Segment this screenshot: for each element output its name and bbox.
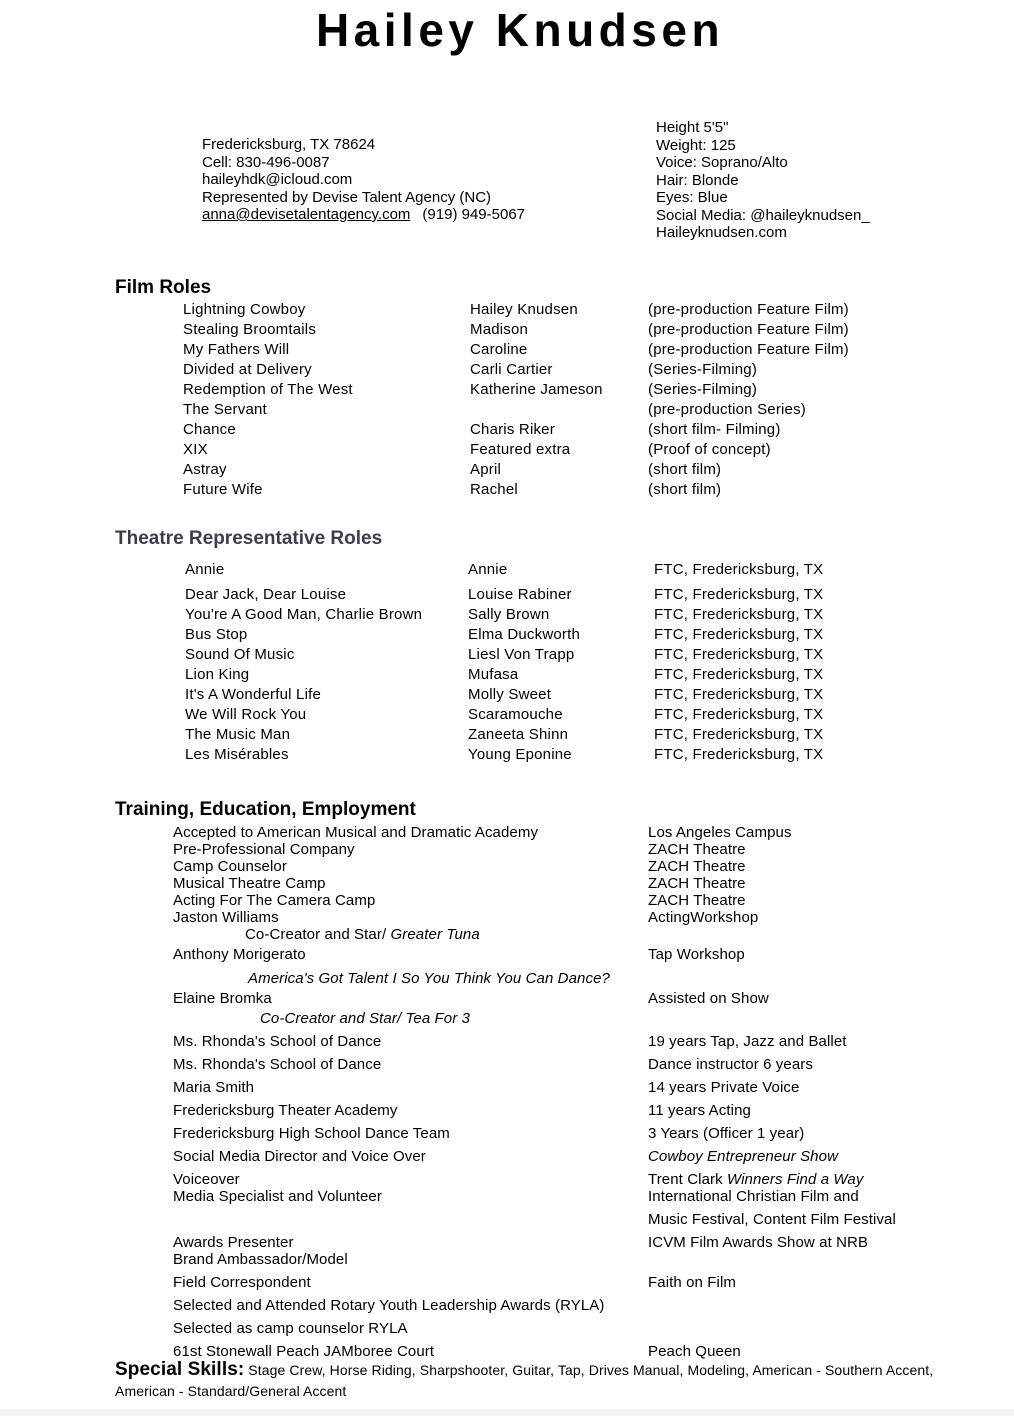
training-item: Maria Smith	[173, 1079, 255, 1096]
special-skills	[115, 1359, 947, 1402]
training-row	[0, 946, 1014, 963]
production-note: (short film- Filming)	[648, 421, 781, 438]
production-note: (pre-production Feature Film)	[648, 341, 849, 358]
role-name: Rachel	[470, 481, 518, 498]
training-item: Selected and Attended Rotary Youth Leadership Awards (RYLA)	[173, 1297, 605, 1314]
production-title: The Music Man	[185, 726, 291, 743]
role-name: Charis Riker	[470, 421, 555, 438]
training-detail: 14 years Private Voice	[648, 1079, 800, 1096]
role-name: Katherine Jameson	[470, 381, 603, 398]
contact-block-left	[202, 136, 525, 224]
training-row	[0, 858, 1014, 875]
production-note: (short film)	[648, 461, 722, 478]
table-row	[0, 441, 1014, 461]
production-title: Astray	[183, 461, 227, 478]
table-row	[0, 301, 1014, 321]
table-row	[0, 361, 1014, 381]
stat-weight: Weight: 125	[656, 136, 736, 154]
table-row	[0, 481, 1014, 501]
role-name: Annie	[468, 561, 508, 578]
training-item: Co-Creator and Star/ Tea For 3	[260, 1010, 471, 1027]
training-detail: Tap Workshop	[648, 946, 745, 963]
training-item: Social Media Director and Voice Over	[173, 1148, 426, 1165]
training-row	[0, 970, 1014, 987]
training-detail: ZACH Theatre	[648, 875, 746, 892]
training-row	[0, 1056, 1014, 1073]
contact-agency: Represented by Devise Talent Agency (NC)	[202, 188, 492, 206]
contact-address: Fredericksburg, TX 78624	[202, 136, 376, 153]
production-title: My Fathers Will	[183, 341, 290, 358]
role-name: Caroline	[470, 341, 528, 358]
production-title: You're A Good Man, Charlie Brown	[185, 606, 423, 623]
special-skills-text: Stage Crew, Horse Riding, Sharpshooter, Guitar, Tap, Drives Manual, Modeling, American - Southern Accent, American - Standard/General Accent	[115, 1362, 934, 1399]
role-name: Madison	[470, 321, 529, 338]
training-detail: ActingWorkshop	[648, 909, 759, 926]
table-row	[0, 461, 1014, 481]
training-detail: ZACH Theatre	[648, 858, 746, 875]
production-note: FTC, Fredericksburg, TX	[654, 646, 824, 663]
training-row	[0, 990, 1014, 1007]
film-roles-table	[0, 301, 1014, 501]
training-row	[0, 1274, 1014, 1291]
contact-email: haileyhdk@icloud.com	[202, 171, 353, 188]
training-row	[0, 892, 1014, 909]
stat-eyes: Eyes: Blue	[656, 189, 728, 206]
training-row	[0, 1211, 1014, 1228]
table-row	[0, 706, 1014, 726]
table-row	[0, 646, 1014, 666]
training-item: Selected as camp counselor RYLA	[173, 1320, 408, 1337]
training-item: Awards Presenter	[173, 1234, 294, 1251]
stat-hair: Hair: Blonde	[656, 171, 739, 189]
production-title: Les Misérables	[185, 746, 289, 763]
role-name: Sally Brown	[468, 606, 550, 623]
agent-phone: (919) 949-5067	[422, 206, 525, 223]
contact-agent-line	[202, 206, 525, 224]
table-row	[0, 421, 1014, 441]
role-name: Molly Sweet	[468, 686, 552, 703]
training-item: Fredericksburg High School Dance Team	[173, 1125, 450, 1142]
agent-email-link[interactable]: anna@devisetalentagency.com	[202, 206, 411, 223]
training-row	[0, 875, 1014, 892]
training-row	[0, 1297, 1014, 1314]
role-name: Mufasa	[468, 666, 519, 683]
production-note: FTC, Fredericksburg, TX	[654, 586, 824, 603]
training-item: Voiceover	[173, 1171, 240, 1188]
training-detail: ZACH Theatre	[648, 841, 746, 858]
training-row	[0, 824, 1014, 841]
production-note: FTC, Fredericksburg, TX	[654, 561, 824, 578]
training-item: Accepted to American Musical and Dramatic Academy	[173, 824, 539, 841]
page-title: Hailey Knudsen	[315, 4, 725, 56]
training-detail: Dance instructor 6 years	[648, 1056, 813, 1073]
role-name: Liesl Von Trapp	[468, 646, 575, 663]
production-note: (Proof of concept)	[648, 441, 771, 458]
table-row	[0, 626, 1014, 646]
training-row	[0, 909, 1014, 926]
training-item: 61st Stonewall Peach JAMboree Court	[173, 1343, 435, 1360]
production-title: Divided at Delivery	[183, 361, 312, 378]
production-title: The Servant	[183, 401, 267, 418]
stat-voice: Voice: Soprano/Alto	[656, 154, 788, 171]
table-row	[0, 401, 1014, 421]
role-name: Louise Rabiner	[468, 586, 572, 603]
table-row	[0, 606, 1014, 626]
page-bottom-edge	[0, 1409, 1014, 1416]
training-row	[0, 1343, 1014, 1360]
contact-cell: Cell: 830-496-0087	[202, 153, 330, 171]
training-row	[0, 1320, 1014, 1337]
role-name: Scaramouche	[468, 706, 563, 723]
table-row	[0, 561, 1014, 581]
training-row	[0, 1102, 1014, 1119]
training-row	[0, 1010, 1014, 1027]
production-note: (pre-production Feature Film)	[648, 321, 849, 338]
training-row	[0, 1125, 1014, 1142]
production-title: Future Wife	[183, 481, 263, 498]
training-detail: Trent Clark Winners Find a Way	[648, 1171, 864, 1188]
training-item: Anthony Morigerato	[173, 946, 306, 963]
production-note: (pre-production Series)	[648, 401, 806, 418]
training-item: Jaston Williams	[173, 909, 279, 926]
production-title: Stealing Broomtails	[183, 321, 317, 338]
training-row	[0, 1148, 1014, 1165]
production-note: FTC, Fredericksburg, TX	[654, 746, 824, 763]
table-row	[0, 686, 1014, 706]
training-detail: Music Festival, Content Film Festival	[648, 1211, 896, 1228]
training-item: America's Got Talent I So You Think You Can Dance?	[248, 970, 610, 987]
training-detail: ICVM Film Awards Show at NRB	[648, 1234, 869, 1251]
stat-website: Haileyknudsen.com	[656, 224, 787, 241]
table-row	[0, 666, 1014, 686]
training-item: Musical Theatre Camp	[173, 875, 326, 892]
film-roles-heading: Film Roles	[115, 277, 212, 298]
production-title: Redemption of The West	[183, 381, 353, 398]
stat-social-media: Social Media: @haileyknudsen_	[656, 206, 870, 224]
production-title: Lightning Cowboy	[183, 301, 306, 318]
production-note: (Series-Filming)	[648, 381, 758, 398]
role-name: Carli Cartier	[470, 361, 553, 378]
training-item: Fredericksburg Theater Academy	[173, 1102, 398, 1119]
training-item: Ms. Rhonda's School of Dance	[173, 1056, 382, 1073]
training-row	[0, 1033, 1014, 1050]
production-note: (short film)	[648, 481, 722, 498]
role-name: Featured extra	[470, 441, 571, 458]
training-heading: Training, Education, Employment	[115, 799, 416, 820]
production-title: We Will Rock You	[185, 706, 307, 723]
role-name: Zaneeta Shinn	[468, 726, 569, 743]
production-title: Bus Stop	[185, 626, 248, 643]
production-note: FTC, Fredericksburg, TX	[654, 726, 824, 743]
production-note: FTC, Fredericksburg, TX	[654, 686, 824, 703]
training-row	[0, 1234, 1014, 1251]
theatre-roles-table	[0, 561, 1014, 766]
table-row	[0, 321, 1014, 341]
training-detail: 11 years Acting	[648, 1102, 751, 1119]
training-detail: International Christian Film and	[648, 1188, 859, 1205]
production-title: Lion King	[185, 666, 250, 683]
training-detail: 19 years Tap, Jazz and Ballet	[648, 1033, 847, 1050]
production-title: Chance	[183, 421, 236, 438]
contact-block-right	[656, 119, 870, 242]
training-row	[0, 1079, 1014, 1096]
production-note: FTC, Fredericksburg, TX	[654, 666, 824, 683]
training-detail: Faith on Film	[648, 1274, 736, 1291]
role-name: Elma Duckworth	[468, 626, 580, 643]
role-name: April	[470, 461, 502, 478]
production-note: (pre-production Feature Film)	[648, 301, 849, 318]
training-row	[0, 1188, 1014, 1205]
production-title: Annie	[185, 561, 225, 578]
table-row	[0, 726, 1014, 746]
table-row	[0, 381, 1014, 401]
special-skills-label: Special Skills:	[115, 1359, 245, 1380]
training-item: Brand Ambassador/Model	[173, 1251, 348, 1268]
production-title: Dear Jack, Dear Louise	[185, 586, 347, 603]
stat-height: Height 5'5"	[656, 119, 729, 136]
training-detail: Assisted on Show	[648, 990, 769, 1007]
training-item: Media Specialist and Volunteer	[173, 1188, 382, 1205]
table-row	[0, 746, 1014, 766]
training-item: Acting For The Camera Camp	[173, 892, 376, 909]
training-detail: Los Angeles Campus	[648, 824, 792, 841]
training-row	[0, 1251, 1014, 1268]
training-item: Ms. Rhonda's School of Dance	[173, 1033, 382, 1050]
training-row	[0, 1171, 1014, 1188]
role-name: Young Eponine	[468, 746, 572, 763]
production-title: Sound Of Music	[185, 646, 295, 663]
training-item: Elaine Bromka	[173, 990, 272, 1007]
training-row	[0, 841, 1014, 858]
training-detail: 3 Years (Officer 1 year)	[648, 1125, 805, 1142]
production-title: XIX	[183, 441, 208, 458]
role-name: Hailey Knudsen	[470, 301, 578, 318]
production-note: FTC, Fredericksburg, TX	[654, 606, 824, 623]
training-detail: Cowboy Entrepreneur Show	[648, 1148, 839, 1165]
training-item: Pre-Professional Company	[173, 841, 355, 858]
theatre-roles-heading: Theatre Representative Roles	[115, 528, 383, 549]
production-title: It's A Wonderful Life	[185, 686, 322, 703]
training-table	[0, 824, 1014, 1360]
training-row	[0, 926, 1014, 943]
table-row	[0, 586, 1014, 606]
training-item: Co-Creator and Star/ Greater Tuna	[245, 926, 480, 943]
table-row	[0, 341, 1014, 361]
production-note: FTC, Fredericksburg, TX	[654, 706, 824, 723]
training-item: Field Correspondent	[173, 1274, 311, 1291]
training-item: Camp Counselor	[173, 858, 287, 875]
training-detail: Peach Queen	[648, 1343, 741, 1360]
production-note: FTC, Fredericksburg, TX	[654, 626, 824, 643]
training-detail: ZACH Theatre	[648, 892, 746, 909]
production-note: (Series-Filming)	[648, 361, 758, 378]
